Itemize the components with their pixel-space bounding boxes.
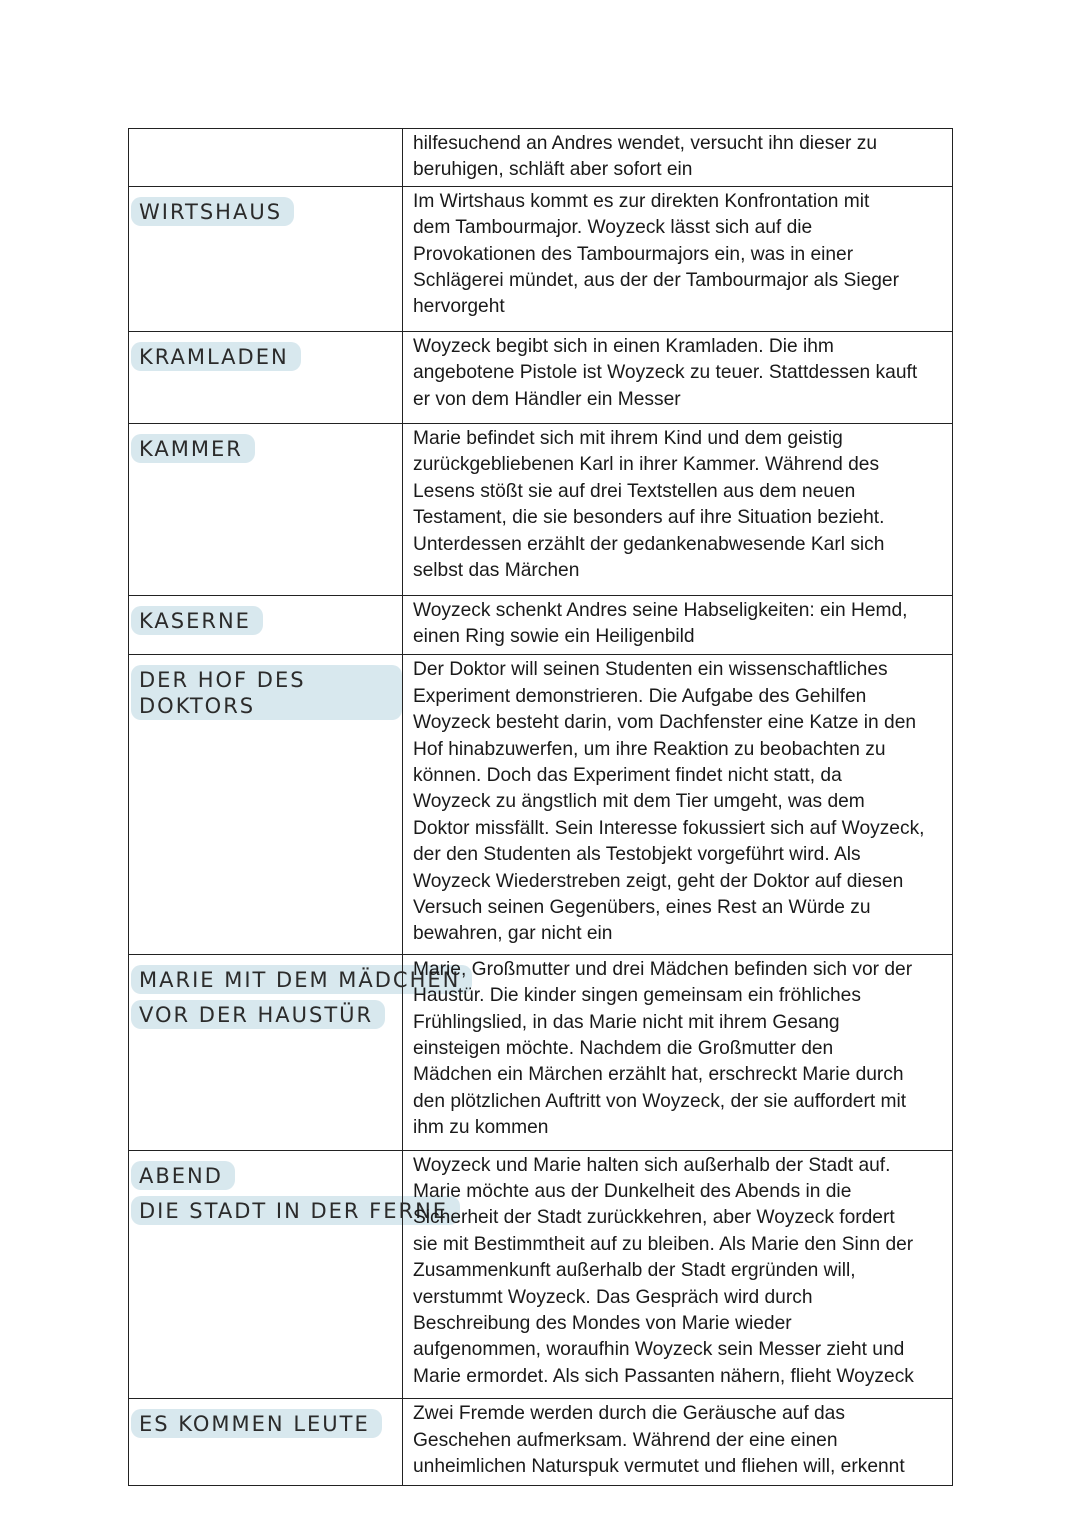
scene-cell bbox=[129, 1150, 449, 1399]
scene-label bbox=[129, 424, 402, 463]
scene-description: Zwei Fremde werden durch die Geräusche auf das Geschehen aufmerksam. Während der eine einen unheimlichen Naturspuk vermutet und fliehen will, erkennt bbox=[413, 1403, 905, 1478]
table-row bbox=[129, 954, 953, 1150]
description-cell bbox=[403, 424, 953, 595]
scene-description: Der Doktor will seinen Studenten ein wissenschaftliches Experiment demonstrieren. Die Aufgabe des Gehilfen Woyzeck besteht darin, vom Dachfenster eine Katze in den Hof hinabzuwerfen, um ihre Reaktion zu beobachten zu können. Doch das Experiment findet nicht statt, da Woyzeck zu ängstlich mit dem Tier umgeht, was dem Doktor missfällt. Sein Interesse fokussiert sich auf Woyzeck, der den Studenten als Testobjekt vorgeführt wird. Als Woyzeck Wiederstreben zeigt, geht der Doktor auf diesen Versuch seinen Gegenübers, eines Rest an Würde zu bewahren, gar nicht ein bbox=[413, 659, 925, 945]
table-row bbox=[129, 1399, 953, 1485]
description-cell bbox=[403, 129, 953, 187]
scene-cell bbox=[129, 595, 403, 655]
table-row bbox=[129, 424, 953, 595]
scene-description: Woyzeck begibt sich in einen Kramladen. Die ihm angebotene Pistole ist Woyzeck zu teuer. Stattdessen kauft er von dem Händler ein Messer bbox=[413, 335, 918, 410]
scene-cell bbox=[129, 424, 403, 595]
scene-title: MARIE MIT DEM MÄDCHEN bbox=[131, 965, 472, 994]
scene-label bbox=[129, 1161, 449, 1225]
scene-label bbox=[129, 1399, 402, 1438]
description-cell bbox=[403, 186, 953, 331]
scene-title: VOR DER HAUSTÜR bbox=[131, 1000, 385, 1029]
description-cell bbox=[403, 1150, 953, 1399]
scene-cell bbox=[129, 954, 461, 1150]
table-row bbox=[129, 129, 953, 187]
scene-label bbox=[129, 596, 402, 635]
scene-description: Woyzeck und Marie halten sich außerhalb der Stadt auf. Marie möchte aus der Dunkelheit des Abends in die Sicherheit der Stadt zurückkehren, aber Woyzeck fordert sie mit Bestimmtheit auf zu bleiben. Als Marie den Sinn der Zusammenkunft außerhalb der Stadt ergründen will, verstummt Woyzeck. Das Gespräch wird durch Beschreibung des Mondes von Marie wieder aufgenommen, woraufhin Woyzeck sein Messer zieht und Marie ermordet. Als sich Passanten nähern, flieht Woyzeck bbox=[413, 1154, 914, 1387]
scene-title: ABEND bbox=[131, 1161, 235, 1190]
scene-label bbox=[129, 965, 461, 1029]
scene-title: KAMMER bbox=[131, 434, 255, 463]
description-cell bbox=[403, 655, 953, 954]
scene-label bbox=[129, 655, 402, 720]
scene-title: DER HOF DES DOKTORS bbox=[131, 665, 402, 720]
table-row bbox=[129, 186, 953, 331]
scene-title: WIRTSHAUS bbox=[131, 197, 294, 226]
scene-title: KRAMLADEN bbox=[131, 342, 301, 371]
description-cell bbox=[403, 331, 953, 423]
scene-label bbox=[129, 187, 402, 226]
scene-title: ES KOMMEN LEUTE bbox=[131, 1409, 382, 1438]
scene-cell bbox=[129, 186, 403, 331]
table-row bbox=[129, 655, 953, 954]
scene-label bbox=[129, 332, 402, 371]
scene-description: Im Wirtshaus kommt es zur direkten Konfrontation mit dem Tambourmajor. Woyzeck lässt sich auf die Provokationen des Tambourmajors ein, was in einer Schlägerei mündet, aus der der Tambourmajor als Sieger hervorgeht bbox=[413, 190, 899, 318]
table-row bbox=[129, 595, 953, 655]
description-cell bbox=[403, 954, 953, 1150]
description-cell bbox=[403, 1399, 953, 1485]
table-row bbox=[129, 1150, 953, 1399]
table-row bbox=[129, 331, 953, 423]
scene-cell bbox=[129, 129, 403, 187]
scene-description: Marie befindet sich mit ihrem Kind und dem geistig zurückgebliebenen Karl in ihrer Kammer. Während des Lesens stößt sie auf drei Textstellen aus dem neuen Testament, die sie besonders auf ihre Situation bezieht. Unterdessen erzählt der gedankenabwesende Karl sich selbst das Märchen bbox=[413, 428, 885, 582]
scene-description: Marie, Großmutter und drei Mädchen befinden sich vor der Haustür. Die kinder singen gemeinsam ein fröhliches Frühlingslied, in das Marie nicht mit ihrem Gesang einsteigen möchte. Nachdem die Großmutter den Mädchen ein Märchen erzählt hat, erschreckt Marie durch den plötzlichen Auftritt von Woyzeck, der sie auffordert mit ihm zu kommen bbox=[413, 958, 913, 1139]
scene-cell bbox=[129, 655, 403, 954]
description-cell bbox=[403, 595, 953, 655]
scene-title: DIE STADT IN DER FERNE bbox=[131, 1196, 460, 1225]
scene-title: KASERNE bbox=[131, 606, 263, 635]
scene-cell bbox=[129, 331, 403, 423]
scene-description: hilfesuchend an Andres wendet, versucht ihn dieser zu beruhigen, schläft aber sofort ein bbox=[413, 133, 877, 181]
table-body bbox=[129, 129, 953, 1486]
scene-cell bbox=[129, 1399, 403, 1485]
scene-table bbox=[128, 128, 953, 1486]
scene-description: Woyzeck schenkt Andres seine Habseligkeiten: ein Hemd, einen Ring sowie ein Heiligenbild bbox=[413, 599, 908, 647]
